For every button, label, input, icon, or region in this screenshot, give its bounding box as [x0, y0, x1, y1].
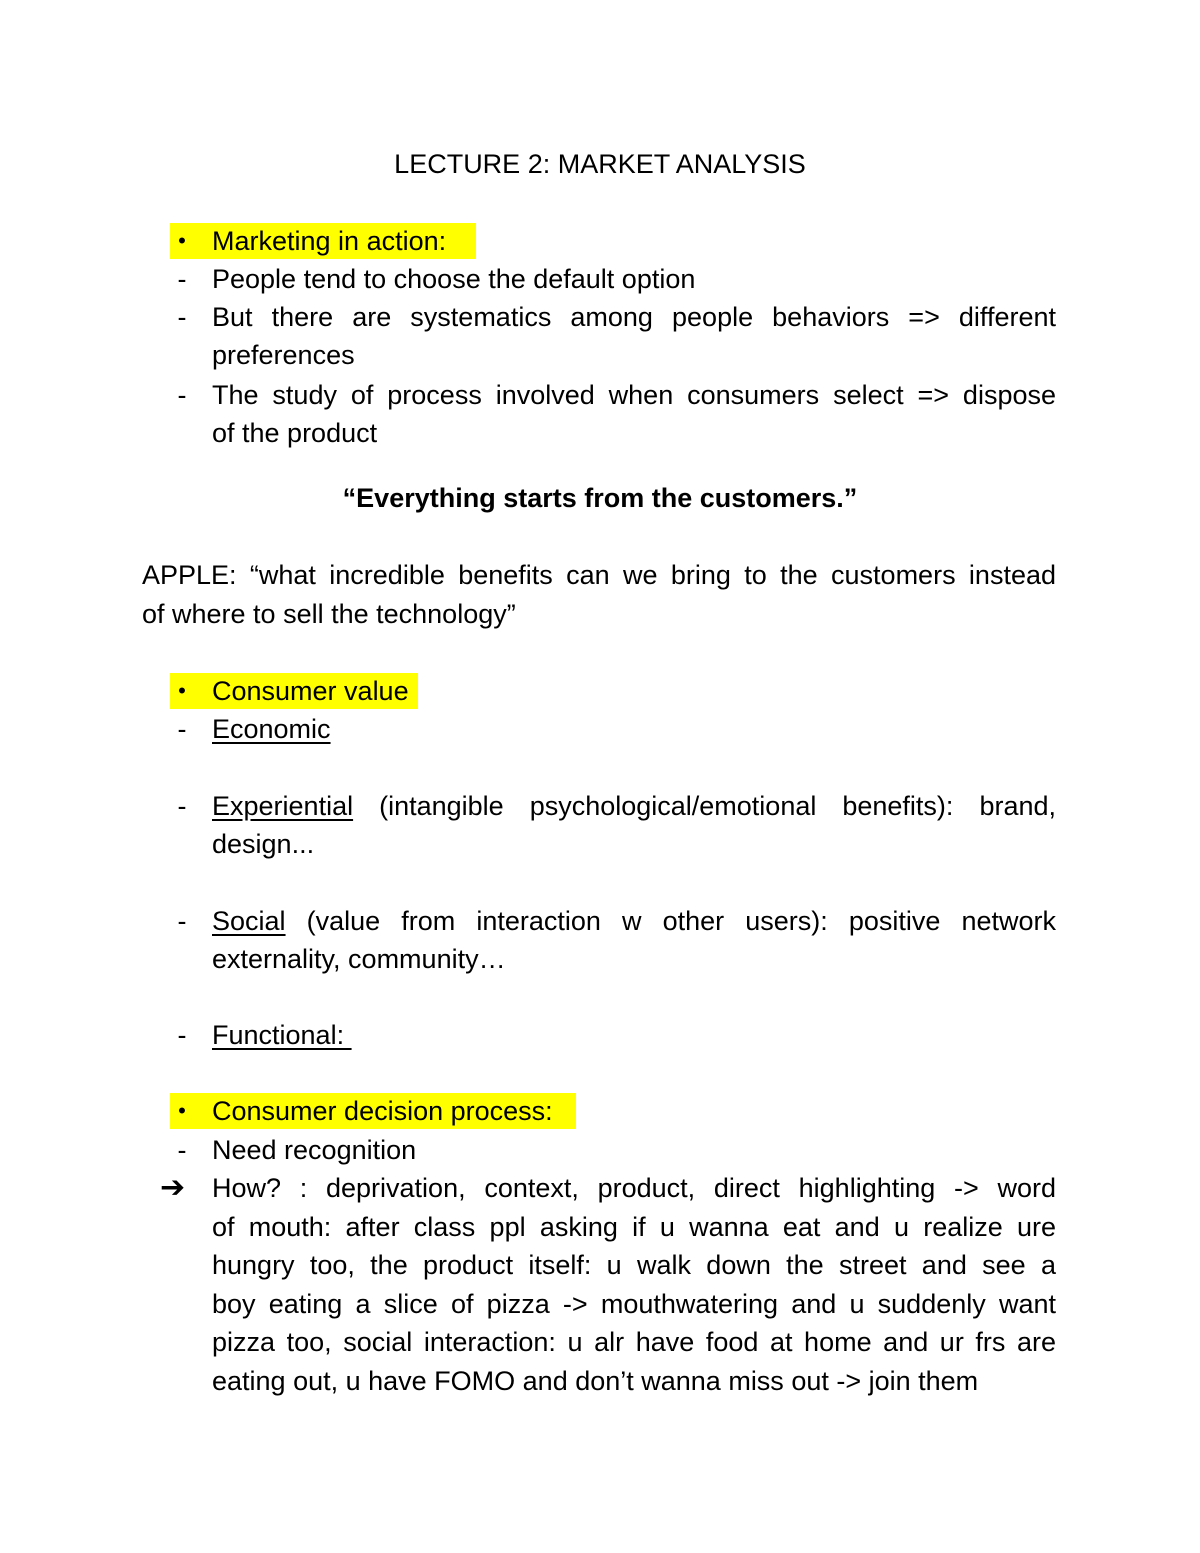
section-heading-consumer-value: Consumer value	[212, 676, 409, 706]
how-paragraph-line: eating out, u have FOMO and don’t wanna miss out -> join them	[212, 1366, 979, 1396]
section-heading-marketing-in-action: Marketing in action:	[212, 226, 447, 256]
term-economic: Economic	[212, 714, 331, 744]
dash-icon: -	[177, 1135, 187, 1165]
dash-icon: -	[177, 264, 187, 294]
list-item	[212, 1016, 352, 1054]
term-experiential: Experiential	[212, 791, 354, 821]
arrow-right-icon: ➔	[160, 1171, 186, 1204]
list-item-continuation: of the product	[212, 418, 378, 448]
list-item: The study of process involved when consumers select => dispose	[212, 380, 1056, 410]
list-item	[212, 902, 1056, 940]
how-paragraph-line: How? : deprivation, context, product, direct highlighting -> word	[212, 1173, 1056, 1203]
how-paragraph-line: pizza too, social interaction: u alr have food at home and ur frs are	[212, 1327, 1056, 1357]
how-paragraph-line: of mouth: after class ppl asking if u wanna eat and u realize ure	[212, 1212, 1056, 1242]
bullet-icon: •	[178, 678, 186, 703]
quote-text: “Everything starts from the customers.”	[342, 483, 858, 513]
how-paragraph-line: hungry too, the product itself: u walk down the street and see a	[212, 1250, 1056, 1280]
list-item-continuation: preferences	[212, 340, 355, 370]
how-paragraph-line: boy eating a slice of pizza -> mouthwatering and u suddenly want	[212, 1289, 1056, 1319]
dash-icon: -	[177, 380, 187, 410]
bullet-icon: •	[178, 228, 186, 253]
page-title: LECTURE 2: MARKET ANALYSIS	[394, 149, 806, 179]
section-heading-consumer-decision-process: Consumer decision process:	[212, 1096, 553, 1126]
dash-icon: -	[177, 906, 187, 936]
list-item	[212, 710, 331, 748]
dash-icon: -	[177, 1020, 187, 1050]
dash-icon: -	[177, 714, 187, 744]
apple-paragraph-line: APPLE: “what incredible benefits can we bring to the customers instead	[142, 560, 1056, 590]
list-item: People tend to choose the default option	[212, 264, 696, 294]
term-functional: Functional:	[212, 1020, 352, 1050]
term-description: (intangible psychological/emotional benefits): brand,	[353, 791, 1056, 821]
list-item: Need recognition	[212, 1135, 417, 1165]
list-item	[212, 787, 1056, 825]
list-item-continuation: externality, community…	[212, 944, 506, 974]
apple-paragraph-line: of where to sell the technology”	[142, 599, 516, 629]
list-item: But there are systematics among people behaviors => different	[212, 302, 1056, 332]
term-description: (value from interaction w other users): positive network	[285, 906, 1056, 936]
bullet-icon: •	[178, 1098, 186, 1123]
list-item-continuation: design...	[212, 829, 315, 859]
term-social: Social	[212, 906, 286, 936]
dash-icon: -	[177, 791, 187, 821]
dash-icon: -	[177, 302, 187, 332]
